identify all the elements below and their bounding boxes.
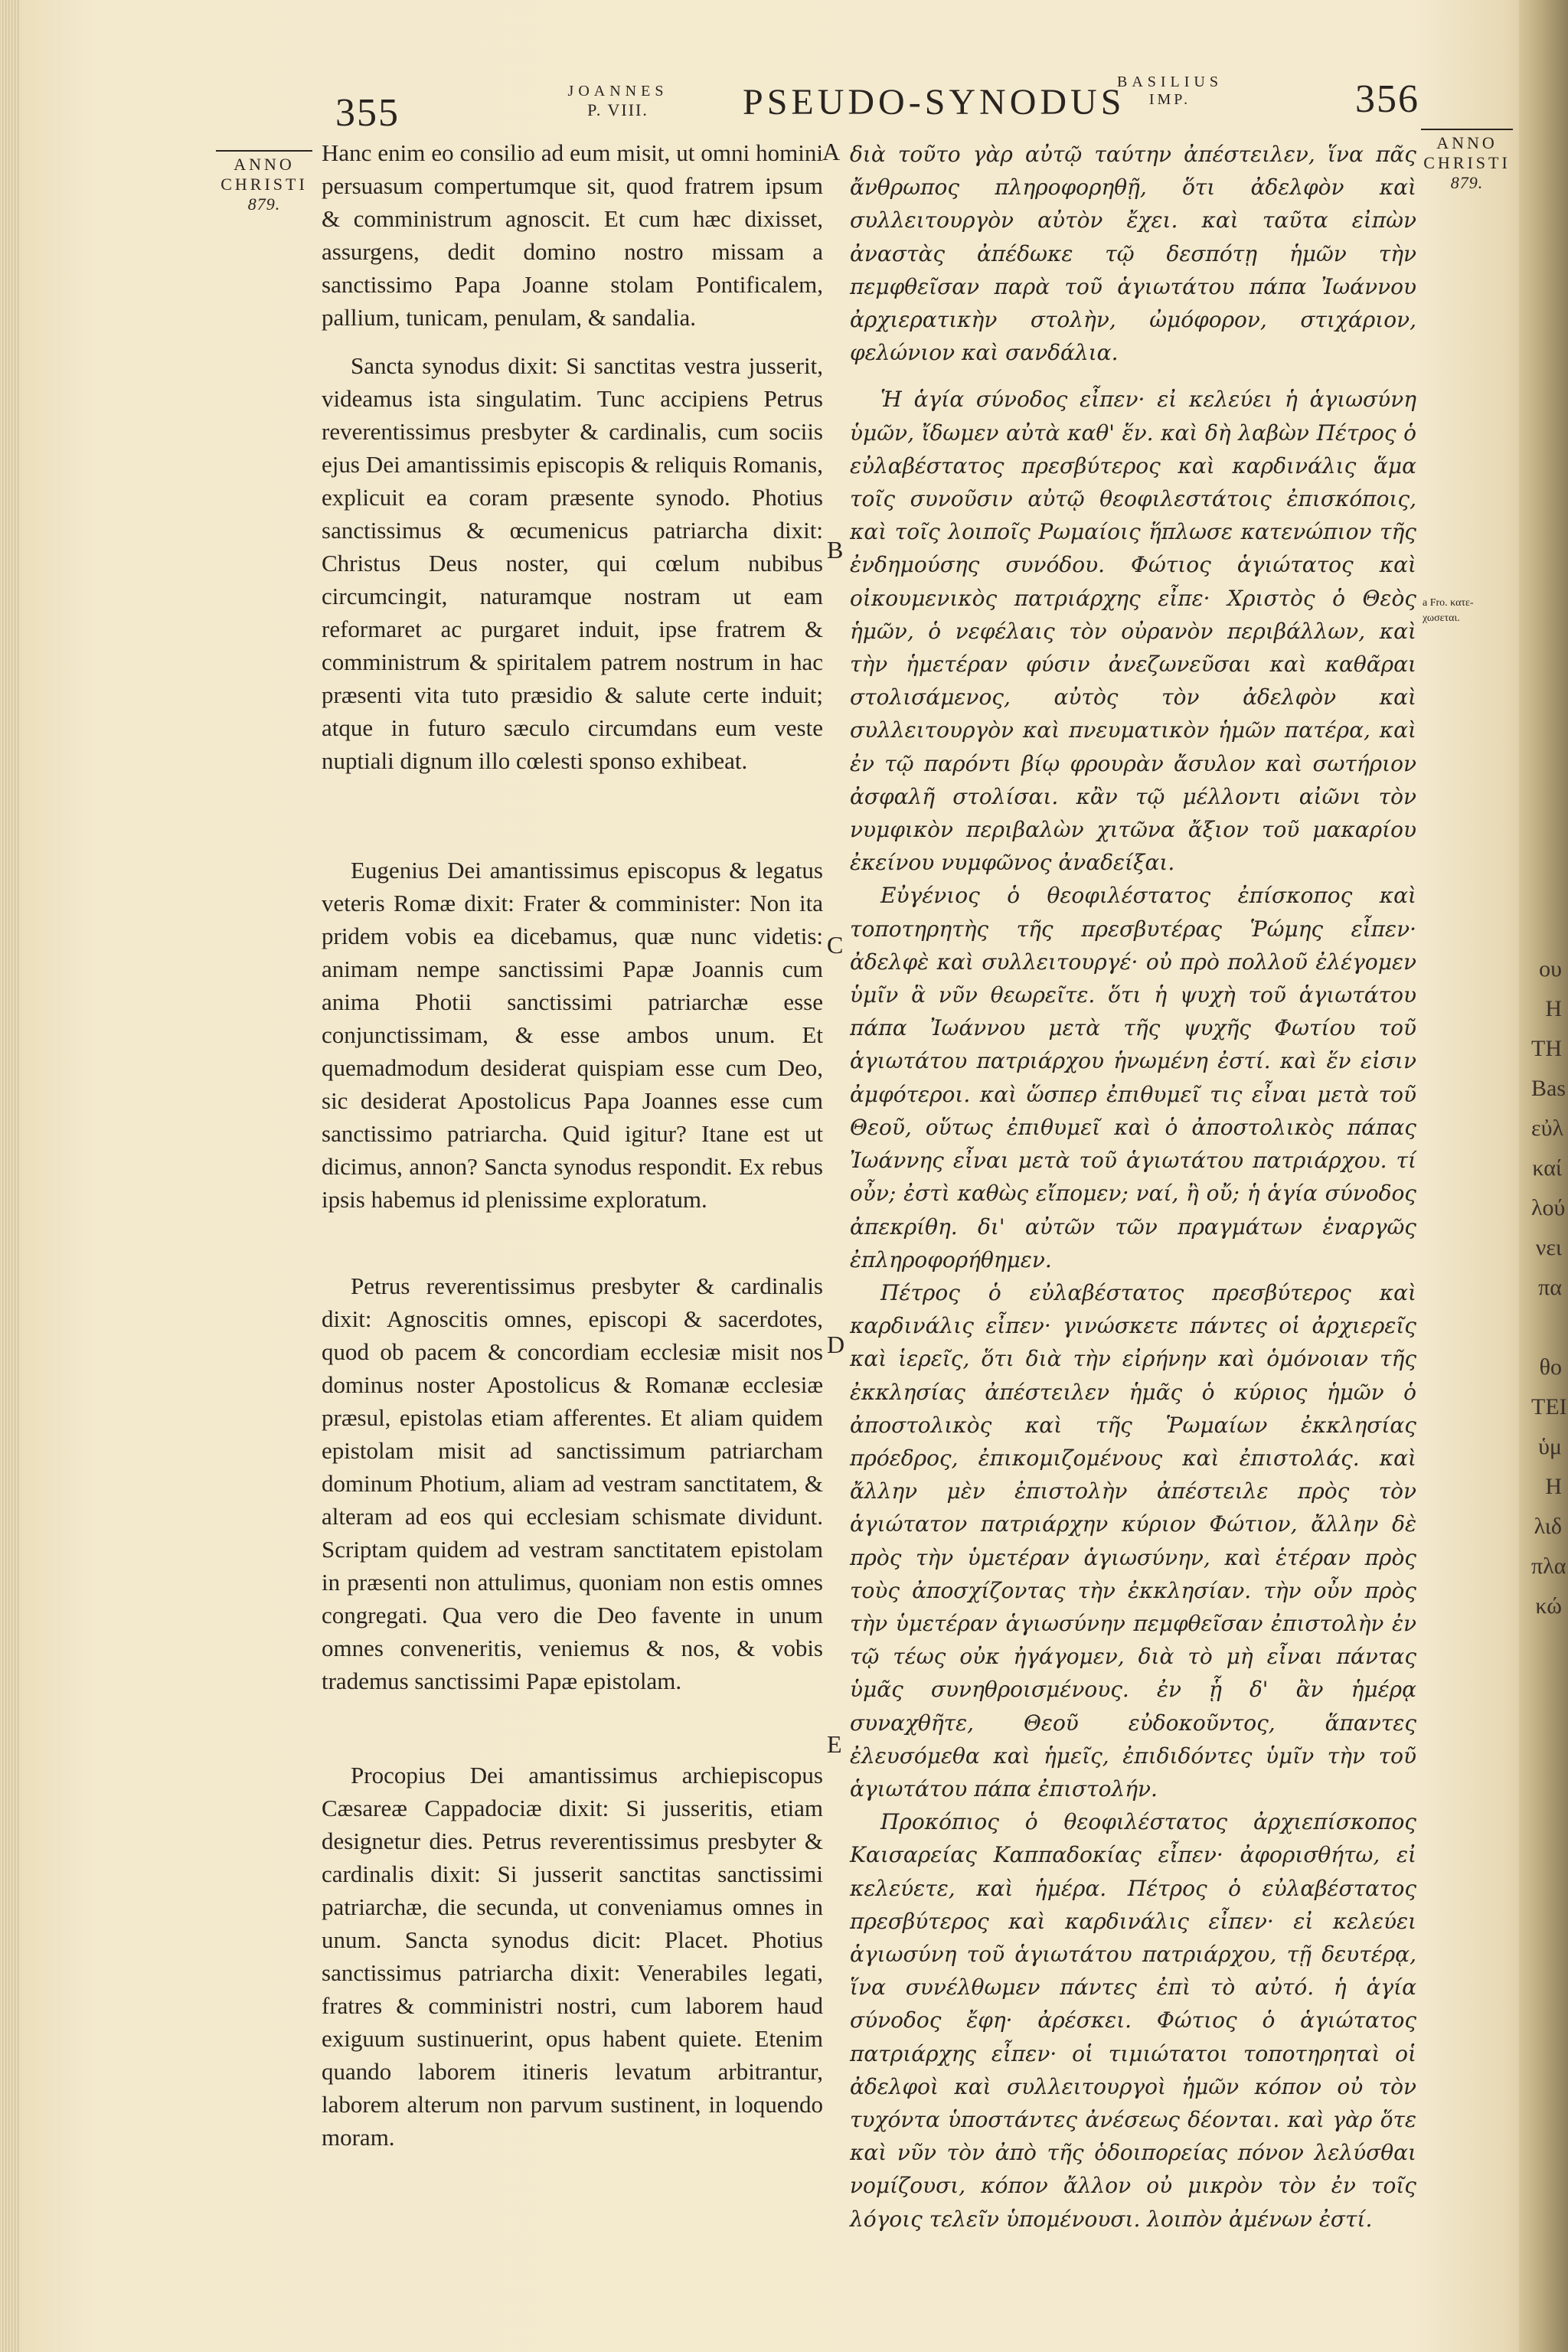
christi-label: CHRISTI [220, 175, 308, 194]
running-head-left [545, 83, 691, 120]
greek-paragraph-5: Προκόπιος ὁ θεοφιλέστατος ἀρχιεπίσκοπος Καισαρείας Καππαδοκίας εἶπεν· ἀφορισθήτω, εἰ κελεύετε, καὶ ἡμέρα. Πέτρος ὁ εὐλαβέστατος πρεσβύτερος καὶ καρδινάλις εἶπεν· εἰ κελεύει ἁγιωσύνη τοῦ ἁγιωτάτου πατριάρχου, τῇ δευτέρᾳ, ἵνα συνέλθωμεν πάντες ἐπὶ τὸ αὐτό. ἡ ἁγία σύνοδος ἔφη· ἀρέσκει. Φώτιος ὁ ἁγιώτατος πατριάρχης εἶπεν· οἱ τιμιώτατοι τοποτηρηταὶ οἱ ἀδελφοὶ καὶ συλλειτουργοὶ ἡμῶν κόπον οὐ τὸν τυχόντα ὑποστάντες ἀνέσεως δέονται. καὶ γὰρ ὅτε καὶ νῦν τὸν ἀπὸ τῆς ὁδοιπορείας πόνον λελύσθαι νομίζουσι, κόπον ἄλλον οὐ μικρὸν τὸν ἐν τοῖς λόγοις τελεῖν ὑπομένουσι. λοιπὸν ἀμένων ἐστί. [850, 1809, 1416, 2232]
running-head-right [1109, 74, 1231, 109]
side-note: a Fro. κατε-χωσεται. [1423, 597, 1474, 624]
latin-paragraph-2: Sancta synodus dixit: Si sanctitas vestra jusserit, videamus ista singulatim. Tunc accipiens Petrus reverentissimus presbyter & cardinalis, cum sociis ejus Dei amantissimis episcopis & reliquis Romanis, explicuit ea coram præsente synodo. Photius sanctissimus & œcumenicus patriarcha dixit: Christus Deus noster, qui cœlum nubibus circumcingit, naturamque nostram ut eam reformaret ac purgaret induit, ipse fratrem & comministrum & spiritalem patrem nostrum in hac præsenti vita tuto præsidio & salute certe induit; atque in futuro sæculo circumdans eum veste nuptiali dignum illo cœlesti sponso exhibeat. [322, 352, 823, 774]
running-head-right-name: BASILIUS [1116, 74, 1223, 90]
running-head-left-name: JOANNES [567, 83, 668, 100]
greek-paragraph-2: Ἡ ἁγία σύνοδος εἶπεν· εἰ κελεύει ἡ ἁγιωσύνη ὑμῶν, ἴδωμεν αὐτὰ καθ' ἕν. καὶ δὴ λαβὼν Πέτρος ὁ εὐλαβέστατος πρεσβύτερος καὶ καρδινάλις ἅμα τοῖς συνοῦσιν αὐτῷ θεοφιλεστάτοις ἐπισκόποις, καὶ τοῖς λοιποῖς Ρωμαίοις ἥπλωσε κατενώπιον τῆς ἐνδημούσης συνόδου. Φώτιος ἁγιώτατος καὶ οἰκουμενικὸς πατριάρχης εἶπε· Χριστὸς ὁ Θεὸς ἡμῶν, ὁ νεφέλαις τὸν οὐρανὸν περιβάλλων, καὶ τὴν ἡμετέραν φύσιν ἀνεζωνεῦσαι καὶ καθᾶραι στολισάμενος, αὐτὸς τὸν ἀδελφὸν καὶ συλλειτουργὸν καὶ πνευματικὸν ἡμῶν πατέρα, καὶ ἐν τῷ παρόντι βίῳ φρουρὰν ἄσυλον καὶ σωτήριον ἀσφαλῆ στολίσαι. κἂν τῷ μέλλοντι αἰῶνι τὸν νυμφικὸν περιβαλὼν χιτῶνα ἄξιον τοῦ μακαρίου ἐκείνου νυμφῶνος ἀναδείξαι. [850, 387, 1416, 876]
margin-rule [216, 150, 312, 152]
anno-label: ANNO [1436, 133, 1498, 152]
anno-label: ANNO [234, 155, 295, 174]
year-label: 879. [1450, 173, 1484, 192]
section-letter-a: A [822, 138, 841, 165]
page-edge [0, 0, 20, 2352]
page-number-right: 356 [1355, 77, 1419, 121]
section-letter-b: B [827, 536, 844, 564]
running-head-left-sub: P. VIII. [587, 100, 648, 119]
facing-page-fragment: ου H TH Bas εὐλ καί λού νει πα θο TEI ὑμ H λιδ πλα κώ [1531, 956, 1567, 1619]
anno-christi-left [216, 150, 312, 214]
greek-paragraph-1: διὰ τοῦτο γὰρ αὐτῷ ταύτην ἀπέστειλεν, ἵνα πᾶς ἄνθρωπος πληροφορηθῇ, ὅτι ἀδελφὸν καὶ συλλειτουργὸν αὐτὸν ἔχει. καὶ ταῦτα εἰπὼν ἀναστὰς ἀπέδωκε τῷ δεσπότῃ ἡμῶν τὴν πεμφθεῖσαν παρὰ τοῦ ἁγιωτάτου πάπα Ἰωάννου ἀρχιερατικὴν στολὴν, ὠμόφορον, στιχάριον, φελώνιον καὶ σανδάλια. [850, 142, 1416, 366]
latin-paragraph-3: Eugenius Dei amantissimus episcopus & legatus veteris Romæ dixit: Frater & comminister: Non ita pridem vobis ea dicebamus, quæ nunc videtis: animam nempe sanctissimi Papæ Joannis cum anima Photii sanctissimi patriarchæ esse conjunctissimam, & esse ambos unum. Et quemadmodum desiderat quispiam esse cum Deo, sic desiderat Apostolicus Papa Joannes esse cum sanctissimo patriarcha. Quid igitur? Itane est ut dicimus, annon? Sancta synodus respondit. Ex rebus ipsis habemus id plenissime exploratum. [322, 857, 823, 1213]
latin-column [322, 136, 823, 2154]
binding-gutter [1519, 0, 1568, 2352]
year-label: 879. [247, 194, 281, 214]
page-title: PSEUDO-SYNODUS [743, 82, 1125, 122]
greek-paragraph-3: Εὐγένιος ὁ θεοφιλέστατος ἐπίσκοπος καὶ τοποτηρητὴς τῆς πρεσβυτέρας Ῥώμης εἶπεν· ἀδελφὲ καὶ συλλειτουργέ· οὐ πρὸ πολλοῦ ἐλέγομεν ὑμῖν ἃ νῦν θεωρεῖτε. ὅτι ἡ ψυχὴ τοῦ ἁγιωτάτου πάπα Ἰωάννου μετὰ τῆς ψυχῆς Φωτίου τοῦ ἁγιωτάτου πατριάρχου ἡνωμένη ἐστί. καὶ ἕν εἰσιν ἀμφότεροι. καὶ ὥσπερ ἐπιθυμεῖ τις εἶναι μετὰ τοῦ Θεοῦ, οὕτως ἐπιθυμεῖ καὶ ὁ ἀποστολικὸς πάπας Ἰωάννης εἶναι μετὰ τοῦ ἁγιωτάτου πατριάρχου. τί οὖν; ἐστὶ καθὼς εἴπομεν; ναί, ἢ οὔ; ἡ ἁγία σύνοδος ἀπεκρίθη. δι' αὐτῶν τῶν πραγμάτων ἐναργῶς ἐπληροφορήθημεν. [850, 883, 1416, 1272]
section-letter-e: E [827, 1730, 842, 1758]
latin-paragraph-1: Hanc enim eo consilio ad eum misit, ut omni homini persuasum compertumque sit, quod fratrem ipsum & comministrum agnoscit. Et cum hæc dixisset, assurgens, dedit domino nostro missam a sanctissimo Papa Joanne stolam Pontificalem, pallium, tunicam, penulam, & sandalia. [322, 139, 823, 331]
christi-label: CHRISTI [1423, 153, 1511, 172]
anno-christi-right [1421, 129, 1513, 193]
section-letter-d: D [827, 1331, 845, 1358]
latin-paragraph-4: Petrus reverentissimus presbyter & cardinalis dixit: Agnoscitis omnes, episcopi & sacerdotes, quod ob pacem & concordiam ecclesiæ misit nos dominus noster Apostolicus & Romanæ ecclesiæ præsul, epistolas etiam afferentes. Et aliam quidem epistolam misit ad sanctissimum patriarcham dominum Photium, aliam ad vestram sanctitatem, & alteram ad eos qui ecclesiam schismate dividunt. Scriptam quidem ad vestram sanctitatem epistolam in præsenti non attulimus, quoniam non estis omnes congregati. Qua vero die Deo favente in unum omnes conveneritis, veniemus & nos, & vobis trademus sanctissimi Papæ epistolam. [322, 1272, 823, 1694]
margin-rule [1421, 129, 1513, 130]
greek-paragraph-4: Πέτρος ὁ εὐλαβέστατος πρεσβύτερος καὶ καρδινάλις εἶπεν· γινώσκετε πάντες οἱ ἀρχιερεῖς καὶ ἱερεῖς, ὅτι διὰ τὴν εἰρήνην καὶ ὁμόνοιαν τῆς ἐκκλησίας ἀπέστειλεν ἡμᾶς ὁ κύριος ἡμῶν ὁ ἀποστολικὸς καὶ τῆς Ῥωμαίων ἐκκλησίας πρόεδρος, ἐπικομιζομένους καὶ ἐπιστολάς. καὶ ἄλλην μὲν ἐπιστολὴν ἀπέστειλε πρὸς τὸν ἁγιώτατον πατριάρχην κύριον Φώτιον, ἄλλην δὲ πρὸς τὴν ὑμετέραν ἁγιωσύνην, καὶ ἑτέραν πρὸς τοὺς ἀποσχίζοντας τὴν ἐκκλησίαν. τὴν οὖν πρὸς τὴν ὑμετέραν ἁγιωσύνην πεμφθεῖσαν ἐπιστολὴν ἐν τῷ τέως οὐκ ἠγάγομεν, διὰ τὸ μὴ εἶναι πάντας ὑμᾶς συνηθροισμένους. ἐν ᾗ δ' ἂν ἡμέρᾳ συναχθῆτε, Θεοῦ εὐδοκοῦντος, ἅπαντες ἐλευσόμεθα καὶ ἡμεῖς, ἐπιδιδόντες ὑμῖν τὴν τοῦ ἁγιωτάτου πάπα ἐπιστολήν. [850, 1279, 1416, 1802]
greek-column [850, 138, 1416, 2236]
page-number-left: 355 [335, 91, 400, 135]
latin-paragraph-5: Procopius Dei amantissimus archiepiscopus Cæsareæ Cappadociæ dixit: Si jusseritis, etiam designetur dies. Petrus reverentissimus presbyter & cardinalis dixit: Si jusserit sanctitas sanctissimi patriarchæ, die secunda, ut conveniamus omnes in unum. Sancta synodus dicit: Placet. Photius sanctissimus patriarcha dixit: Venerabiles legati, fratres & comministri nostri, cum laborem haud exiguum sustinuerint, opus habent quiete. Etenim quando laborem itineris levatum arbitrantur, laborem alterum non parvum sustinent, in loquendo moram. [322, 1762, 823, 2151]
running-head-right-sub: IMP. [1148, 91, 1191, 108]
section-letter-c: C [827, 931, 844, 959]
